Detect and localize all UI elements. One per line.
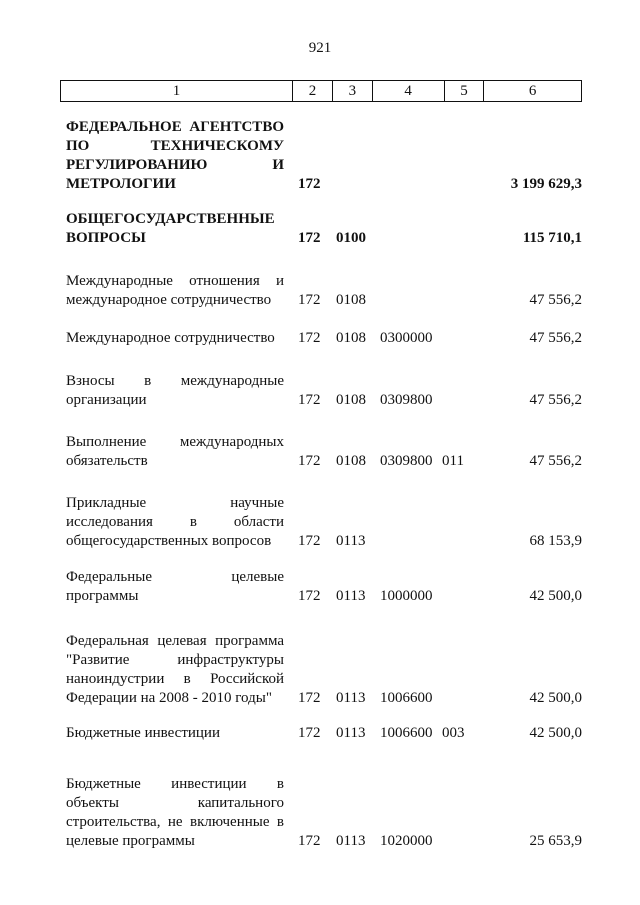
row-name-line: Выполнение международных (66, 434, 284, 450)
cell-c6: 42 500,0 (529, 725, 582, 741)
cell-c6: 47 556,2 (529, 453, 582, 469)
cell-c6: 115 710,1 (522, 230, 582, 246)
row-name (66, 210, 284, 248)
row-name-line: Федерации на 2008 - 2010 годы" (66, 690, 272, 706)
cell-c6: 3 199 629,3 (510, 176, 582, 192)
row-name-line: обязательств (66, 453, 148, 469)
row-name-line: ФЕДЕРАЛЬНОЕ АГЕНТСТВО (66, 119, 284, 135)
cell-c5: 003 (442, 725, 465, 741)
cell-c3: 0108 (336, 292, 366, 308)
header-col-2: 2 (293, 81, 333, 101)
cell-c3: 0113 (336, 533, 366, 549)
cell-c3: 0100 (336, 230, 366, 246)
row-name-line: целевые программы (66, 833, 195, 849)
cell-c3: 0108 (336, 453, 366, 469)
row-name-line: строительства, не включенные в (66, 814, 284, 830)
cell-c6: 42 500,0 (529, 588, 582, 604)
cell-c3: 0108 (336, 392, 366, 408)
row-name (66, 632, 284, 708)
cell-c5: 011 (442, 453, 464, 469)
cell-c4: 0300000 (380, 330, 433, 346)
row-name (66, 329, 284, 348)
row-name-line: исследования в области (66, 514, 284, 530)
row-name (66, 372, 284, 410)
cell-c3: 0108 (336, 330, 366, 346)
cell-c6: 47 556,2 (529, 330, 582, 346)
cell-c2: 172 (298, 176, 321, 192)
row-name-line: ОБЩЕГОСУДАРСТВЕННЫЕ (66, 211, 275, 227)
cell-c4: 1006600 (380, 725, 433, 741)
row-name (66, 272, 284, 310)
cell-c4: 1020000 (380, 833, 433, 849)
cell-c2: 172 (298, 230, 321, 246)
cell-c3: 0113 (336, 725, 366, 741)
cell-c2: 172 (298, 690, 321, 706)
cell-c6: 47 556,2 (529, 292, 582, 308)
cell-c2: 172 (298, 330, 321, 346)
row-name-line: "Развитие инфраструктуры (66, 652, 284, 668)
row-name-line: Бюджетные инвестиции (66, 725, 220, 741)
row-name (66, 568, 284, 606)
row-name-line: Международные отношения и (66, 273, 284, 289)
row-name-line: Бюджетные инвестиции в (66, 776, 284, 792)
cell-c2: 172 (298, 392, 321, 408)
header-col-3: 3 (333, 81, 373, 101)
cell-c3: 0113 (336, 833, 366, 849)
cell-c2: 172 (298, 292, 321, 308)
cell-c2: 172 (298, 833, 321, 849)
cell-c4: 0309800 (380, 392, 433, 408)
row-name-line: МЕТРОЛОГИИ (66, 176, 176, 192)
header-col-4: 4 (373, 81, 445, 101)
cell-c2: 172 (298, 533, 321, 549)
cell-c2: 172 (298, 453, 321, 469)
row-name-line: общегосударственных вопросов (66, 533, 272, 549)
cell-c4: 1000000 (380, 588, 433, 604)
page-number: 921 (308, 40, 332, 56)
row-name-line: Федеральные целевые (66, 569, 284, 585)
cell-c6: 42 500,0 (529, 690, 582, 706)
row-name-line: наноиндустрии в Российской (66, 671, 284, 687)
cell-c4: 0309800 (380, 453, 433, 469)
row-name-line: Взносы в международные (66, 373, 284, 389)
header-col-5: 5 (445, 81, 485, 101)
row-name-line: организации (66, 392, 147, 408)
cell-c3: 0113 (336, 588, 366, 604)
header-col-6: 6 (528, 82, 537, 99)
header-col-1: 1 (61, 81, 293, 101)
row-name-line: ВОПРОСЫ (66, 230, 146, 246)
cell-c2: 172 (298, 588, 321, 604)
row-name (66, 118, 284, 194)
row-name (66, 724, 284, 743)
table-header-row (60, 80, 582, 102)
row-name-line: объекты капитального (66, 795, 284, 811)
cell-c4: 1006600 (380, 690, 433, 706)
cell-c6: 47 556,2 (529, 392, 582, 408)
row-name-line: Международное сотрудничество (66, 330, 275, 346)
row-name-line: международное сотрудничество (66, 292, 272, 308)
row-name (66, 494, 284, 551)
cell-c3: 0113 (336, 690, 366, 706)
row-name-line: Прикладные научные (66, 495, 284, 511)
row-name-line: РЕГУЛИРОВАНИЮ И (66, 157, 284, 173)
row-name (66, 433, 284, 471)
cell-c6: 25 653,9 (529, 833, 582, 849)
row-name-line: Федеральная целевая программа (66, 633, 284, 649)
row-name (66, 775, 284, 851)
cell-c2: 172 (298, 725, 321, 741)
cell-c6: 68 153,9 (529, 533, 582, 549)
row-name-line: программы (66, 588, 139, 604)
row-name-line: ПО ТЕХНИЧЕСКОМУ (66, 138, 284, 154)
